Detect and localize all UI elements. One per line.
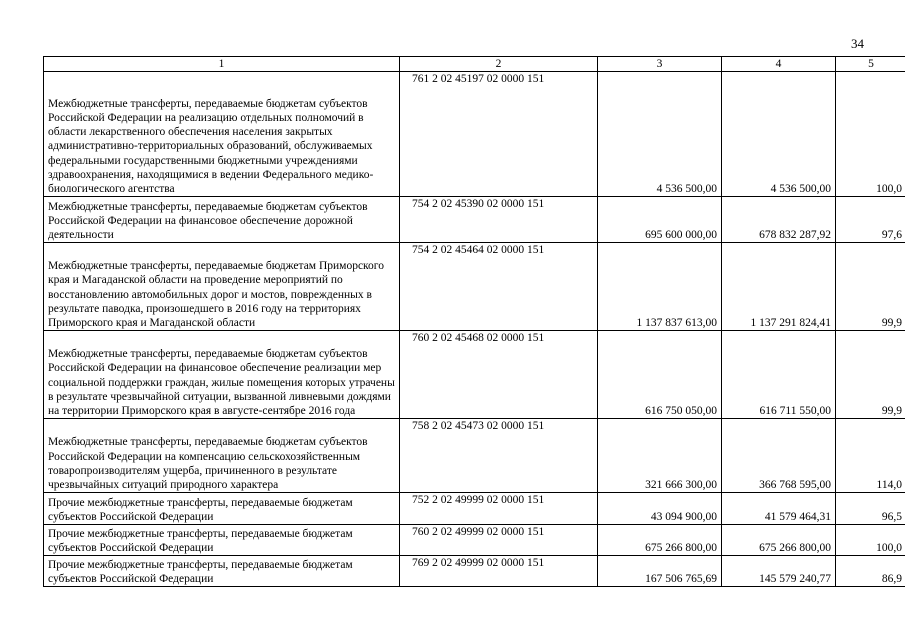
row-planned-amount: 43 094 900,00: [598, 493, 722, 525]
row-planned-amount: 4 536 500,00: [598, 72, 722, 197]
table-row: [44, 72, 905, 197]
row-executed-amount: 1 137 291 824,41: [722, 243, 836, 331]
row-budget-code: 754 2 02 45390 02 0000 151: [400, 197, 598, 243]
header-row: [44, 57, 905, 72]
table-row: [44, 493, 905, 525]
column-header-2: 2: [400, 57, 598, 72]
row-executed-amount: 678 832 287,92: [722, 197, 836, 243]
table-row: [44, 556, 905, 587]
row-budget-code: 761 2 02 45197 02 0000 151: [400, 72, 598, 197]
column-header-4: 4: [722, 57, 836, 72]
row-executed-amount: 616 711 550,00: [722, 331, 836, 419]
row-planned-amount: 695 600 000,00: [598, 197, 722, 243]
row-description: Межбюджетные трансферты, передаваемые бюджетам субъектов Российской Федерации на финансовое обеспечение реализации мер социальной поддержки граждан, жилые помещения которых утрачены в результате чрезвычайной ситуации, вызванной ливневыми дождями на территории Приморского края в августе-сентябре 2016 года: [44, 331, 400, 419]
row-planned-amount: 1 137 837 613,00: [598, 243, 722, 331]
table-row: [44, 331, 905, 419]
table-row: [44, 525, 905, 556]
column-header-5: 5: [836, 57, 905, 72]
row-executed-amount: 366 768 595,00: [722, 419, 836, 493]
row-budget-code: 758 2 02 45473 02 0000 151: [400, 419, 598, 493]
table-row: [44, 197, 905, 243]
row-planned-amount: 167 506 765,69: [598, 556, 722, 587]
row-execution-percent: 86,9: [836, 556, 905, 587]
row-executed-amount: 4 536 500,00: [722, 72, 836, 197]
column-header-3: 3: [598, 57, 722, 72]
row-budget-code: 769 2 02 49999 02 0000 151: [400, 556, 598, 587]
row-budget-code: 754 2 02 45464 02 0000 151: [400, 243, 598, 331]
row-description: Межбюджетные трансферты, передаваемые бюджетам Приморского края и Магаданской области на проведение мероприятий по восстановлению автомобильных дорог и мостов, поврежденных в результате паводка, произошедшего в 2016 году на территориях Приморского края и Магаданской области: [44, 243, 400, 331]
row-description: Межбюджетные трансферты, передаваемые бюджетам субъектов Российской Федерации на компенсацию сельскохозяйственным товаропроизводителям ущерба, причиненного в результате чрезвычайных ситуаций природного характера: [44, 419, 400, 493]
row-planned-amount: 321 666 300,00: [598, 419, 722, 493]
row-budget-code: 760 2 02 45468 02 0000 151: [400, 331, 598, 419]
row-description: Межбюджетные трансферты, передаваемые бюджетам субъектов Российской Федерации на реализацию отдельных полномочий в области лекарственного обеспечения населения закрытых административно-территориальных образований, обслуживаемых федеральными государственными бюджетными учреждениями здравоохранения, находящимися в ведении Федерального медико-биологического агентства: [44, 72, 400, 197]
row-description: Межбюджетные трансферты, передаваемые бюджетам субъектов Российской Федерации на финансовое обеспечение дорожной деятельности: [44, 197, 400, 243]
row-budget-code: 752 2 02 49999 02 0000 151: [400, 493, 598, 525]
row-description: Прочие межбюджетные трансферты, передаваемые бюджетам субъектов Российской Федерации: [44, 556, 400, 587]
row-execution-percent: 114,0: [836, 419, 905, 493]
table-row: [44, 243, 905, 331]
row-planned-amount: 675 266 800,00: [598, 525, 722, 556]
row-budget-code: 760 2 02 49999 02 0000 151: [400, 525, 598, 556]
row-execution-percent: 96,5: [836, 493, 905, 525]
row-execution-percent: 97,6: [836, 197, 905, 243]
row-planned-amount: 616 750 050,00: [598, 331, 722, 419]
row-description: Прочие межбюджетные трансферты, передаваемые бюджетам субъектов Российской Федерации: [44, 493, 400, 525]
row-execution-percent: 99,9: [836, 331, 905, 419]
table-row: [44, 419, 905, 493]
row-execution-percent: 99,9: [836, 243, 905, 331]
column-header-1: 1: [44, 57, 400, 72]
row-executed-amount: 41 579 464,31: [722, 493, 836, 525]
budget-table: [43, 56, 905, 587]
row-executed-amount: 675 266 800,00: [722, 525, 836, 556]
row-executed-amount: 145 579 240,77: [722, 556, 836, 587]
page-number: 34: [851, 36, 864, 51]
row-description: Прочие межбюджетные трансферты, передаваемые бюджетам субъектов Российской Федерации: [44, 525, 400, 556]
row-execution-percent: 100,0: [836, 72, 905, 197]
row-execution-percent: 100,0: [836, 525, 905, 556]
